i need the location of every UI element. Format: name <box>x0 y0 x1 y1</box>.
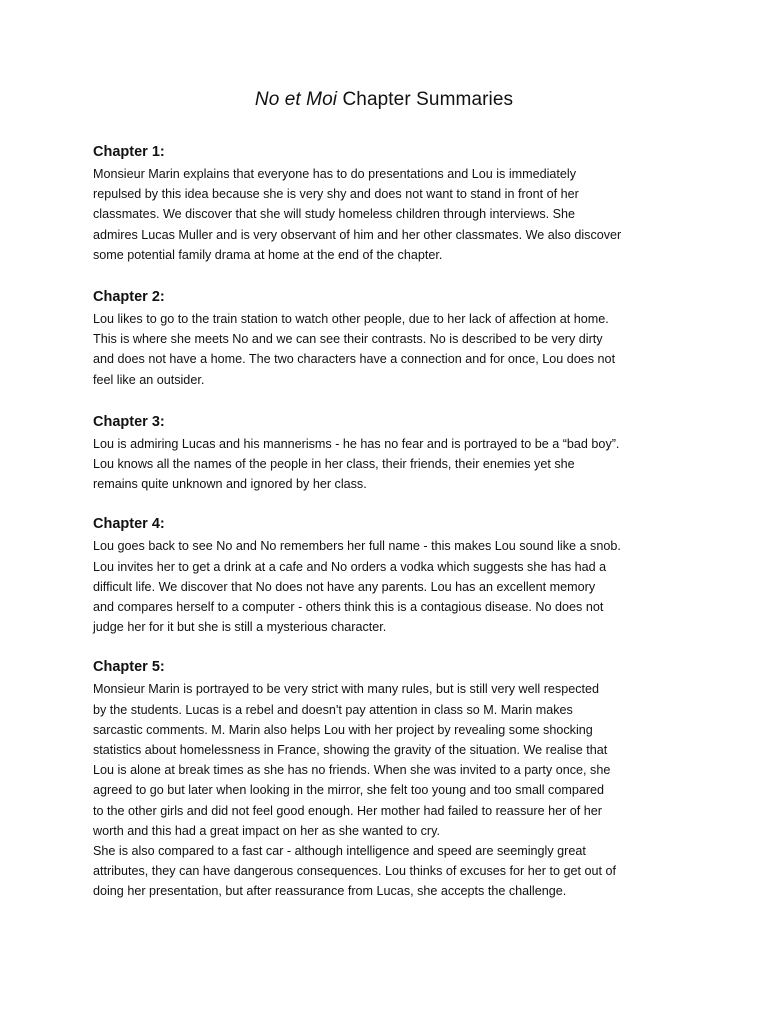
chapter-summary-text: Lou goes back to see No and No remembers her full name - this makes Lou sound like a snob. Lou invites her to get a drink at a cafe and No orders a vodka which suggests she has had a difficult life. We discover that No does not have any parents. Lou has an excellent memory and compares herself to a computer - others think this is a contagious disease. No does not judge her for it but she is still a mysterious character. <box>93 539 621 635</box>
chapter-summary-text: Monsieur Marin explains that everyone has to do presentations and Lou is immediately repulsed by this idea because she is very shy and does not want to stand in front of her classmates. We discover that she will study homeless children through interviews. She admires Lucas Muller and is very observant of him and her other classmates. We also discover some potential family drama at home at the end of the chapter. <box>93 167 622 262</box>
chapter-summary-text: Lou likes to go to the train station to watch other people, due to her lack of affection at home. This is where she meets No and we can see their contrasts. No is described to be very dirty and does not have a home. The two characters have a connection and for once, Lou does not feel like an outsider. <box>93 312 616 387</box>
chapter-section-3 <box>93 412 693 495</box>
chapter-section-5 <box>93 657 693 901</box>
chapter-section-4 <box>93 514 693 637</box>
title-italic-part: No et Moi <box>254 89 338 110</box>
chapter-summary-text: Lou is admiring Lucas and his mannerisms - he has no fear and is portrayed to be a “bad boy”. Lou knows all the names of the people in her class, their friends, their enemies yet she remains quite unknown and ignored by her class. <box>93 436 620 492</box>
page-title <box>0 89 768 111</box>
chapter-heading: Chapter 4: <box>93 516 165 533</box>
chapter-summary-text: Monsieur Marin is portrayed to be very strict with many rules, but is still very well respected by the students. Lucas is a rebel and doesn't pay attention in class so M. Marin makes sarcastic comments. M. Marin also helps Lou with her project by revealing some shocking statistics about homelessness in France, showing the gravity of the situation. We realise that Lou is alone at break times as she has no friends. When she was invited to a party once, she agreed to go but later when looking in the mirror, she felt too young and too small compared to the other girls and did not feel good enough. Her mother had failed to reassure her of her worth and this had a great impact on her as she wanted to cry. She is also compared to a fast car - although intelligence and speed are seemingly great attributes, they can have dangerous consequences. Lou thinks of excuses for her to get out of doing her presentation, but after reassurance from Lucas, she accepts the challenge. <box>93 682 616 899</box>
chapter-heading: Chapter 5: <box>93 659 165 676</box>
title-rest-part: Chapter Summaries <box>337 89 514 110</box>
chapter-heading: Chapter 3: <box>93 413 165 430</box>
chapter-heading: Chapter 1: <box>93 144 165 160</box>
chapter-summaries <box>93 142 693 924</box>
chapter-section-2 <box>93 287 693 390</box>
chapter-section-1 <box>93 142 693 265</box>
chapter-heading: Chapter 2: <box>93 289 165 306</box>
